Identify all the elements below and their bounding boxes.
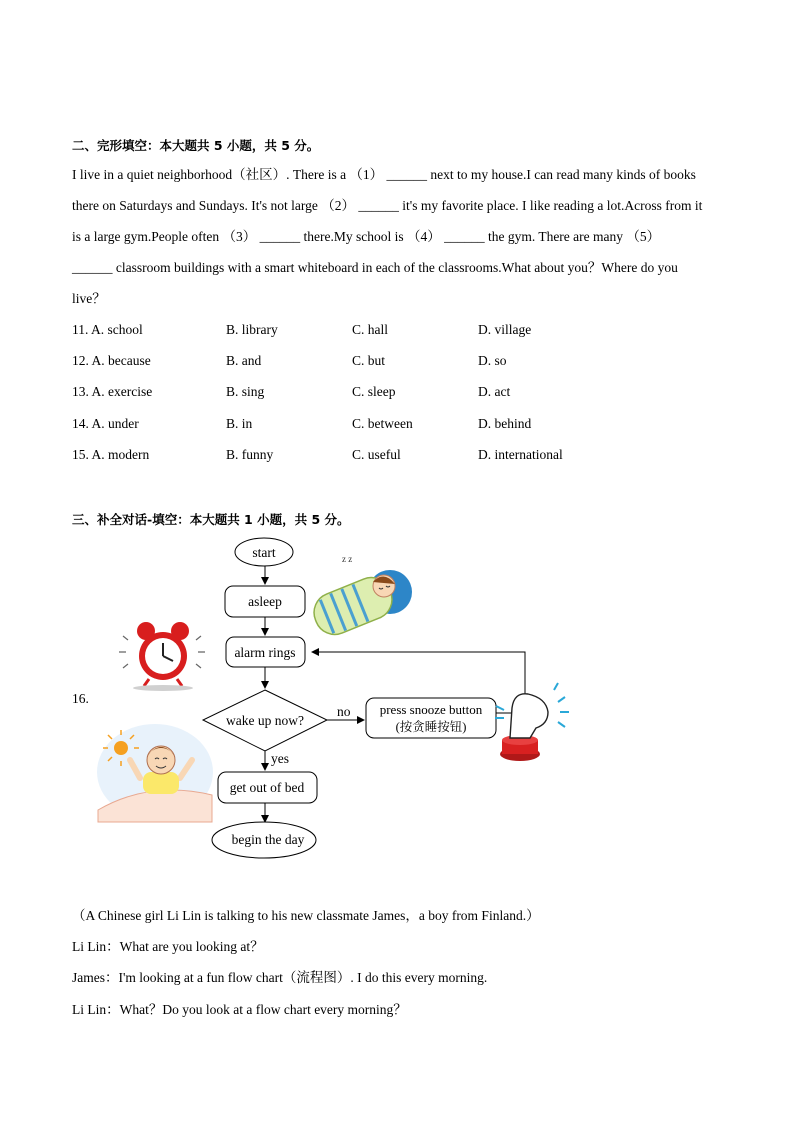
section-3-heading: 三、补全对话-填空：本大题共 1 小题，共 5 分。 xyxy=(72,512,350,527)
node-asleep-label: asleep xyxy=(248,594,282,609)
passage-line: ______ classroom buildings with a smart whiteboard in each of the classrooms.What about you？Where do you xyxy=(72,260,678,275)
question-11-option-b: B. library xyxy=(226,322,278,337)
branch-yes-label: yes xyxy=(271,751,289,766)
question-11-option-d: D. village xyxy=(478,322,532,337)
question-12-option-d: D. so xyxy=(478,353,507,368)
node-snooze-label-2: (按贪睡按钮) xyxy=(395,720,467,734)
dialogue-line: James：I'm looking at a fun flow chart（流程图）. I do this every morning. xyxy=(72,970,488,985)
question-14-option-a: 14. A. under xyxy=(72,416,139,431)
question-15-option-d: D. international xyxy=(478,447,563,462)
question-15-option-a: 15. A. modern xyxy=(72,447,150,462)
alarm-clock-illustration xyxy=(119,622,205,691)
node-decision xyxy=(203,690,327,751)
node-start-label: start xyxy=(252,545,276,560)
snooze-button-illustration xyxy=(495,683,569,761)
node-begin xyxy=(212,822,316,858)
node-start xyxy=(235,538,293,566)
question-14-option-c: C. between xyxy=(352,416,413,431)
question-13-option-c: C. sleep xyxy=(352,384,396,399)
passage-line: live？ xyxy=(72,291,106,306)
node-get-up-label: get out of bed xyxy=(229,780,305,795)
waking-girl-illustration xyxy=(97,724,213,822)
question-12-option-c: C. but xyxy=(352,353,386,368)
question-12-option-a: 12. A. because xyxy=(72,353,151,368)
node-alarm xyxy=(226,637,305,667)
dialogue-line: Li Lin：What are you looking at？ xyxy=(72,939,264,954)
node-decision-label: wake up now? xyxy=(226,713,304,728)
passage-line: there on Saturdays and Sundays. It's not large （2） ______ it's my favorite place. I like reading a lot.Across from it xyxy=(72,198,703,213)
question-14-option-b: B. in xyxy=(226,416,253,431)
passage-line: is a large gym.People often （3） ______ there.My school is （4） ______ the gym. There are many （5） xyxy=(72,229,661,244)
section-2-heading: 二、完形填空：本大题共 5 小题，共 5 分。 xyxy=(72,138,320,153)
question-13-option-d: D. act xyxy=(478,384,511,399)
question-15-option-b: B. funny xyxy=(226,447,274,462)
node-snooze xyxy=(366,698,496,738)
passage-line: I live in a quiet neighborhood（社区）. There is a （1） ______ next to my house.I can read many kinds of books xyxy=(72,167,696,182)
node-get-up xyxy=(218,772,317,803)
question-16-number: 16. xyxy=(72,691,89,706)
sleeping-child-illustration xyxy=(308,554,412,640)
question-11-option-a: 11. A. school xyxy=(72,322,143,337)
node-begin-label: begin the day xyxy=(231,832,305,847)
svg-text:z z: z z xyxy=(342,554,353,564)
question-13-option-b: B. sing xyxy=(226,384,265,399)
node-alarm-label: alarm rings xyxy=(234,645,296,660)
dialogue-line: Li Lin：What？Do you look at a flow chart every morning？ xyxy=(72,1002,407,1017)
node-snooze-label-1: press snooze button xyxy=(379,702,483,717)
question-12-option-b: B. and xyxy=(226,353,262,368)
dialogue-intro: （A Chinese girl Li Lin is talking to his new classmate James，a boy from Finland.） xyxy=(72,908,540,923)
question-14-option-d: D. behind xyxy=(478,416,532,431)
question-11-option-c: C. hall xyxy=(352,322,388,337)
node-asleep xyxy=(225,586,305,617)
question-13-option-a: 13. A. exercise xyxy=(72,384,153,399)
question-15-option-c: C. useful xyxy=(352,447,401,462)
branch-no-label: no xyxy=(337,704,351,719)
